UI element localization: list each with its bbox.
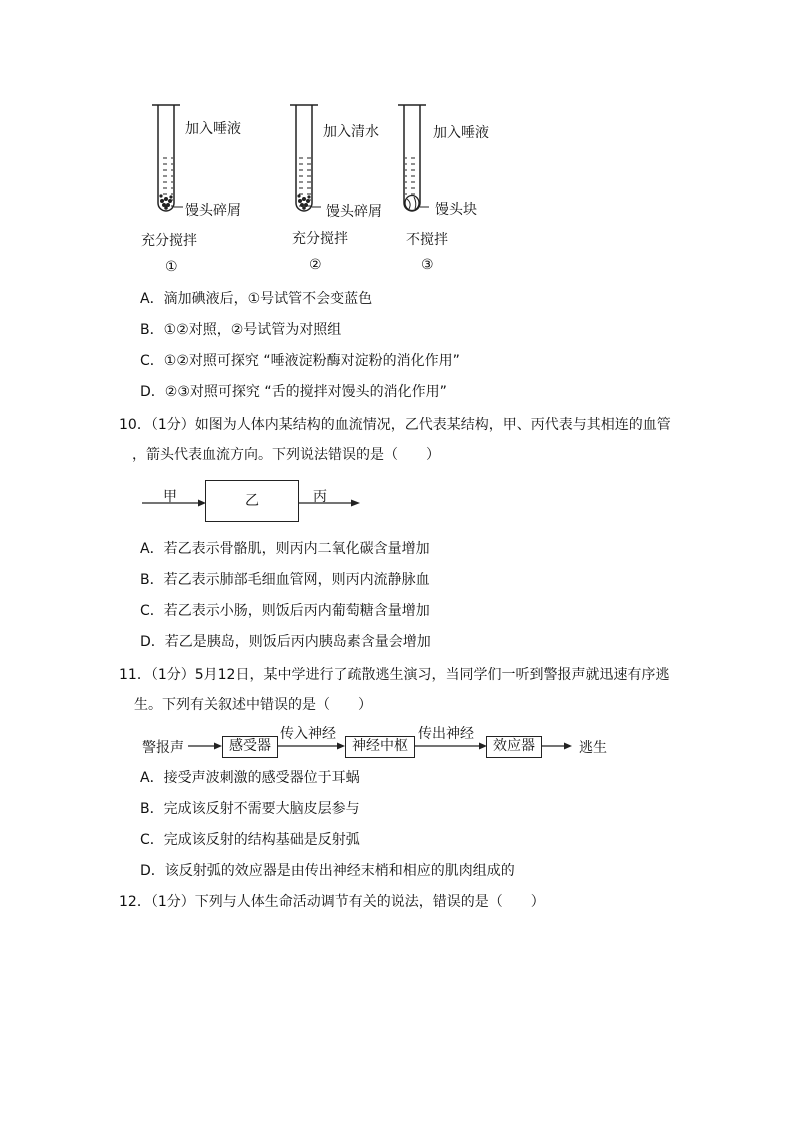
- flow-box-effector: [486, 736, 542, 758]
- test-tube-3: [398, 105, 429, 211]
- flow-box-center-label: 神经中枢: [352, 738, 408, 754]
- q11-option-d: D．该反射弧的效应器是由传出神经末梢和相应的肌肉组成的: [140, 863, 515, 879]
- vessel-jia-label: 甲: [163, 489, 177, 505]
- q10-stem-line2: ，箭头代表血流方向。下列说法错误的是（ ）: [132, 447, 440, 463]
- flow-label-afferent: 传入神经: [280, 726, 336, 742]
- q11-stem-line1: 11．（1分）5月12日，某中学进行了疏散逃生演习，当同学们一听到警报声就迅速有序逃: [119, 667, 670, 683]
- q10-option-c: C．若乙表示小肠，则饭后丙内葡萄糖含量增加: [140, 603, 430, 619]
- tube-3-number: ③: [421, 257, 434, 273]
- bread-block: [405, 196, 419, 211]
- q9-option-b: B．①②对照，②号试管为对照组: [140, 322, 342, 338]
- flow-label-efferent: 传出神经: [418, 726, 474, 742]
- q9-option-d: D．②③对照可探究 “舌的搅拌对馒头的消化作用”: [140, 384, 447, 400]
- tube-3-top-label: 加入唾液: [433, 125, 489, 141]
- flow-box-receptor-label: 感受器: [229, 738, 271, 754]
- tube-2-side-label: 馒头碎屑: [326, 204, 382, 220]
- q10-stem-line1: 10．（1分）如图为人体内某结构的血流情况，乙代表某结构，甲、丙代表与其相连的血管: [119, 417, 671, 433]
- q11-option-c: C．完成该反射的结构基础是反射弧: [140, 832, 360, 848]
- tube-2-bottom-label: 充分搅拌: [292, 231, 348, 247]
- q10-option-a: A．若乙表示骨骼肌，则丙内二氧化碳含量增加: [140, 541, 430, 557]
- q9-option-c: C．①②对照可探究 “唾液淀粉酶对淀粉的消化作用”: [140, 353, 460, 369]
- tube-1-number: ①: [165, 259, 178, 275]
- tube-2-number: ②: [309, 257, 322, 273]
- tube-3-side-label: 馒头块: [435, 202, 477, 218]
- vessel-bing-label: 丙: [313, 489, 327, 505]
- flow-box-receptor: [222, 736, 278, 758]
- q11-stem-line2: 生。下列有关叙述中错误的是（ ）: [134, 697, 372, 713]
- flow-start-alarm: 警报声: [142, 740, 184, 756]
- flow-end-escape: 逃生: [579, 740, 607, 756]
- q12-stem-line1: 12．（1分）下列与人体生命活动调节有关的说法，错误的是（ ）: [119, 894, 545, 910]
- tube-2-top-label: 加入清水: [323, 124, 379, 140]
- tube-3-bottom-label: 不搅拌: [406, 232, 448, 248]
- test-tube-2: [290, 105, 321, 211]
- q11-option-b: B．完成该反射不需要大脑皮层参与: [140, 801, 360, 817]
- structure-yi-box: [205, 480, 299, 522]
- q9-option-a: A．滴加碘液后，①号试管不会变蓝色: [140, 291, 373, 307]
- test-tube-1: [152, 105, 183, 211]
- q10-option-b: B．若乙表示肺部毛细血管网，则丙内流静脉血: [140, 572, 430, 588]
- structure-yi-label: 乙: [245, 493, 259, 509]
- q10-option-d: D．若乙是胰岛，则饭后丙内胰岛素含量会增加: [140, 634, 431, 650]
- q11-option-a: A．接受声波刺激的感受器位于耳蜗: [140, 770, 360, 786]
- flow-box-effector-label: 效应器: [493, 738, 535, 754]
- tube-1-top-label: 加入唾液: [185, 121, 241, 137]
- tube-1-bottom-label: 充分搅拌: [141, 233, 197, 249]
- flow-box-center: [345, 736, 415, 758]
- tube-1-side-label: 馒头碎屑: [185, 203, 241, 219]
